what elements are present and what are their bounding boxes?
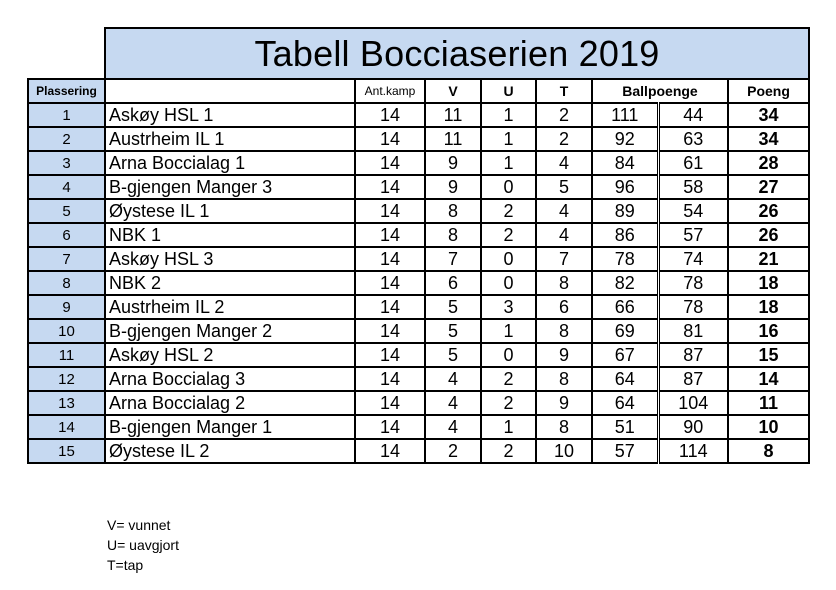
cell-points: 28 (728, 151, 809, 175)
standings-sheet (27, 27, 810, 464)
cell-v: 8 (425, 199, 481, 223)
cell-u: 1 (481, 103, 536, 127)
cell-u: 2 (481, 199, 536, 223)
cell-team: Austrheim IL 1 (105, 127, 355, 151)
cell-v: 11 (425, 127, 481, 151)
cell-team: Øystese IL 2 (105, 439, 355, 463)
header-team (105, 79, 355, 103)
cell-played: 14 (355, 175, 425, 199)
cell-t: 9 (536, 391, 592, 415)
cell-team: Arna Boccialag 3 (105, 367, 355, 391)
cell-played: 14 (355, 103, 425, 127)
cell-bp-against: 87 (658, 367, 728, 391)
table-row (28, 391, 809, 415)
cell-bp-for: 51 (592, 415, 658, 439)
cell-points: 16 (728, 319, 809, 343)
header-row (28, 79, 809, 103)
cell-bp-against: 57 (658, 223, 728, 247)
legend-tap: T=tap (107, 557, 144, 573)
header-u: U (481, 79, 536, 103)
cell-bp-for: 86 (592, 223, 658, 247)
cell-v: 4 (425, 367, 481, 391)
cell-u: 1 (481, 415, 536, 439)
cell-points: 10 (728, 415, 809, 439)
cell-t: 9 (536, 343, 592, 367)
table-row (28, 127, 809, 151)
cell-bp-against: 81 (658, 319, 728, 343)
cell-t: 8 (536, 367, 592, 391)
cell-points: 15 (728, 343, 809, 367)
cell-place: 11 (28, 343, 105, 367)
header-ballpoenge: Ballpoenge (592, 79, 728, 103)
legend-uavgjort: U= uavgjort (107, 537, 179, 553)
cell-v: 6 (425, 271, 481, 295)
cell-v: 8 (425, 223, 481, 247)
cell-place: 5 (28, 199, 105, 223)
table-row (28, 295, 809, 319)
cell-t: 4 (536, 223, 592, 247)
cell-u: 1 (481, 151, 536, 175)
cell-v: 9 (425, 175, 481, 199)
cell-bp-for: 84 (592, 151, 658, 175)
cell-team: B-gjengen Manger 3 (105, 175, 355, 199)
cell-points: 26 (728, 223, 809, 247)
cell-place: 1 (28, 103, 105, 127)
cell-team: Askøy HSL 3 (105, 247, 355, 271)
cell-played: 14 (355, 415, 425, 439)
cell-u: 2 (481, 367, 536, 391)
cell-points: 34 (728, 127, 809, 151)
cell-team: Øystese IL 1 (105, 199, 355, 223)
cell-t: 4 (536, 199, 592, 223)
cell-team: Austrheim IL 2 (105, 295, 355, 319)
cell-bp-against: 90 (658, 415, 728, 439)
cell-place: 6 (28, 223, 105, 247)
cell-bp-against: 87 (658, 343, 728, 367)
cell-bp-against: 54 (658, 199, 728, 223)
cell-team: NBK 2 (105, 271, 355, 295)
cell-v: 2 (425, 439, 481, 463)
cell-points: 34 (728, 103, 809, 127)
cell-team: B-gjengen Manger 1 (105, 415, 355, 439)
cell-played: 14 (355, 199, 425, 223)
cell-bp-against: 63 (658, 127, 728, 151)
cell-team: Arna Boccialag 2 (105, 391, 355, 415)
cell-place: 9 (28, 295, 105, 319)
cell-v: 7 (425, 247, 481, 271)
cell-bp-for: 89 (592, 199, 658, 223)
cell-points: 21 (728, 247, 809, 271)
cell-t: 4 (536, 151, 592, 175)
cell-played: 14 (355, 391, 425, 415)
cell-bp-against: 78 (658, 295, 728, 319)
cell-team: Askøy HSL 1 (105, 103, 355, 127)
cell-bp-for: 66 (592, 295, 658, 319)
table-row (28, 247, 809, 271)
table-row (28, 271, 809, 295)
cell-place: 12 (28, 367, 105, 391)
cell-u: 1 (481, 319, 536, 343)
cell-played: 14 (355, 295, 425, 319)
cell-bp-for: 78 (592, 247, 658, 271)
table-row (28, 151, 809, 175)
cell-played: 14 (355, 271, 425, 295)
cell-points: 18 (728, 271, 809, 295)
cell-bp-for: 96 (592, 175, 658, 199)
cell-t: 7 (536, 247, 592, 271)
table-row (28, 319, 809, 343)
cell-played: 14 (355, 151, 425, 175)
cell-bp-for: 92 (592, 127, 658, 151)
cell-team: Arna Boccialag 1 (105, 151, 355, 175)
cell-bp-for: 64 (592, 367, 658, 391)
cell-played: 14 (355, 247, 425, 271)
cell-points: 8 (728, 439, 809, 463)
cell-played: 14 (355, 367, 425, 391)
cell-bp-against: 78 (658, 271, 728, 295)
cell-u: 0 (481, 175, 536, 199)
cell-bp-against: 104 (658, 391, 728, 415)
cell-points: 11 (728, 391, 809, 415)
cell-place: 14 (28, 415, 105, 439)
cell-place: 10 (28, 319, 105, 343)
legend-vunnet: V= vunnet (107, 517, 171, 533)
cell-bp-for: 64 (592, 391, 658, 415)
cell-bp-for: 67 (592, 343, 658, 367)
cell-u: 0 (481, 343, 536, 367)
cell-u: 1 (481, 127, 536, 151)
cell-v: 5 (425, 295, 481, 319)
cell-place: 4 (28, 175, 105, 199)
cell-bp-against: 74 (658, 247, 728, 271)
cell-t: 2 (536, 103, 592, 127)
header-plassering: Plassering (28, 79, 105, 103)
cell-bp-against: 61 (658, 151, 728, 175)
cell-team: Askøy HSL 2 (105, 343, 355, 367)
cell-u: 3 (481, 295, 536, 319)
header-t: T (536, 79, 592, 103)
cell-t: 8 (536, 319, 592, 343)
cell-team: B-gjengen Manger 2 (105, 319, 355, 343)
cell-place: 8 (28, 271, 105, 295)
cell-u: 2 (481, 439, 536, 463)
cell-v: 4 (425, 415, 481, 439)
cell-bp-for: 69 (592, 319, 658, 343)
corner-blank (28, 28, 105, 79)
table-row (28, 367, 809, 391)
cell-v: 11 (425, 103, 481, 127)
table-row (28, 223, 809, 247)
cell-bp-against: 44 (658, 103, 728, 127)
cell-points: 18 (728, 295, 809, 319)
cell-points: 26 (728, 199, 809, 223)
cell-played: 14 (355, 439, 425, 463)
cell-place: 15 (28, 439, 105, 463)
cell-t: 2 (536, 127, 592, 151)
cell-bp-for: 82 (592, 271, 658, 295)
standings-table (27, 27, 810, 464)
cell-v: 4 (425, 391, 481, 415)
cell-u: 0 (481, 247, 536, 271)
cell-u: 0 (481, 271, 536, 295)
cell-points: 27 (728, 175, 809, 199)
table-row (28, 415, 809, 439)
cell-t: 10 (536, 439, 592, 463)
cell-played: 14 (355, 319, 425, 343)
header-poeng: Poeng (728, 79, 809, 103)
cell-v: 5 (425, 343, 481, 367)
cell-t: 6 (536, 295, 592, 319)
table-row (28, 175, 809, 199)
cell-v: 9 (425, 151, 481, 175)
page-title: Tabell Bocciaserien 2019 (105, 28, 809, 79)
table-row (28, 343, 809, 367)
cell-played: 14 (355, 343, 425, 367)
cell-t: 8 (536, 271, 592, 295)
cell-bp-for: 111 (592, 103, 658, 127)
table-row (28, 199, 809, 223)
cell-team: NBK 1 (105, 223, 355, 247)
cell-bp-against: 114 (658, 439, 728, 463)
cell-v: 5 (425, 319, 481, 343)
cell-t: 5 (536, 175, 592, 199)
cell-played: 14 (355, 127, 425, 151)
cell-place: 3 (28, 151, 105, 175)
legend (107, 515, 179, 575)
cell-bp-against: 58 (658, 175, 728, 199)
cell-u: 2 (481, 391, 536, 415)
cell-played: 14 (355, 223, 425, 247)
header-antkamp: Ant.kamp (355, 79, 425, 103)
cell-place: 13 (28, 391, 105, 415)
title-row (28, 28, 809, 79)
cell-place: 2 (28, 127, 105, 151)
cell-points: 14 (728, 367, 809, 391)
cell-u: 2 (481, 223, 536, 247)
cell-bp-for: 57 (592, 439, 658, 463)
cell-place: 7 (28, 247, 105, 271)
table-row (28, 439, 809, 463)
header-v: V (425, 79, 481, 103)
cell-t: 8 (536, 415, 592, 439)
table-row (28, 103, 809, 127)
